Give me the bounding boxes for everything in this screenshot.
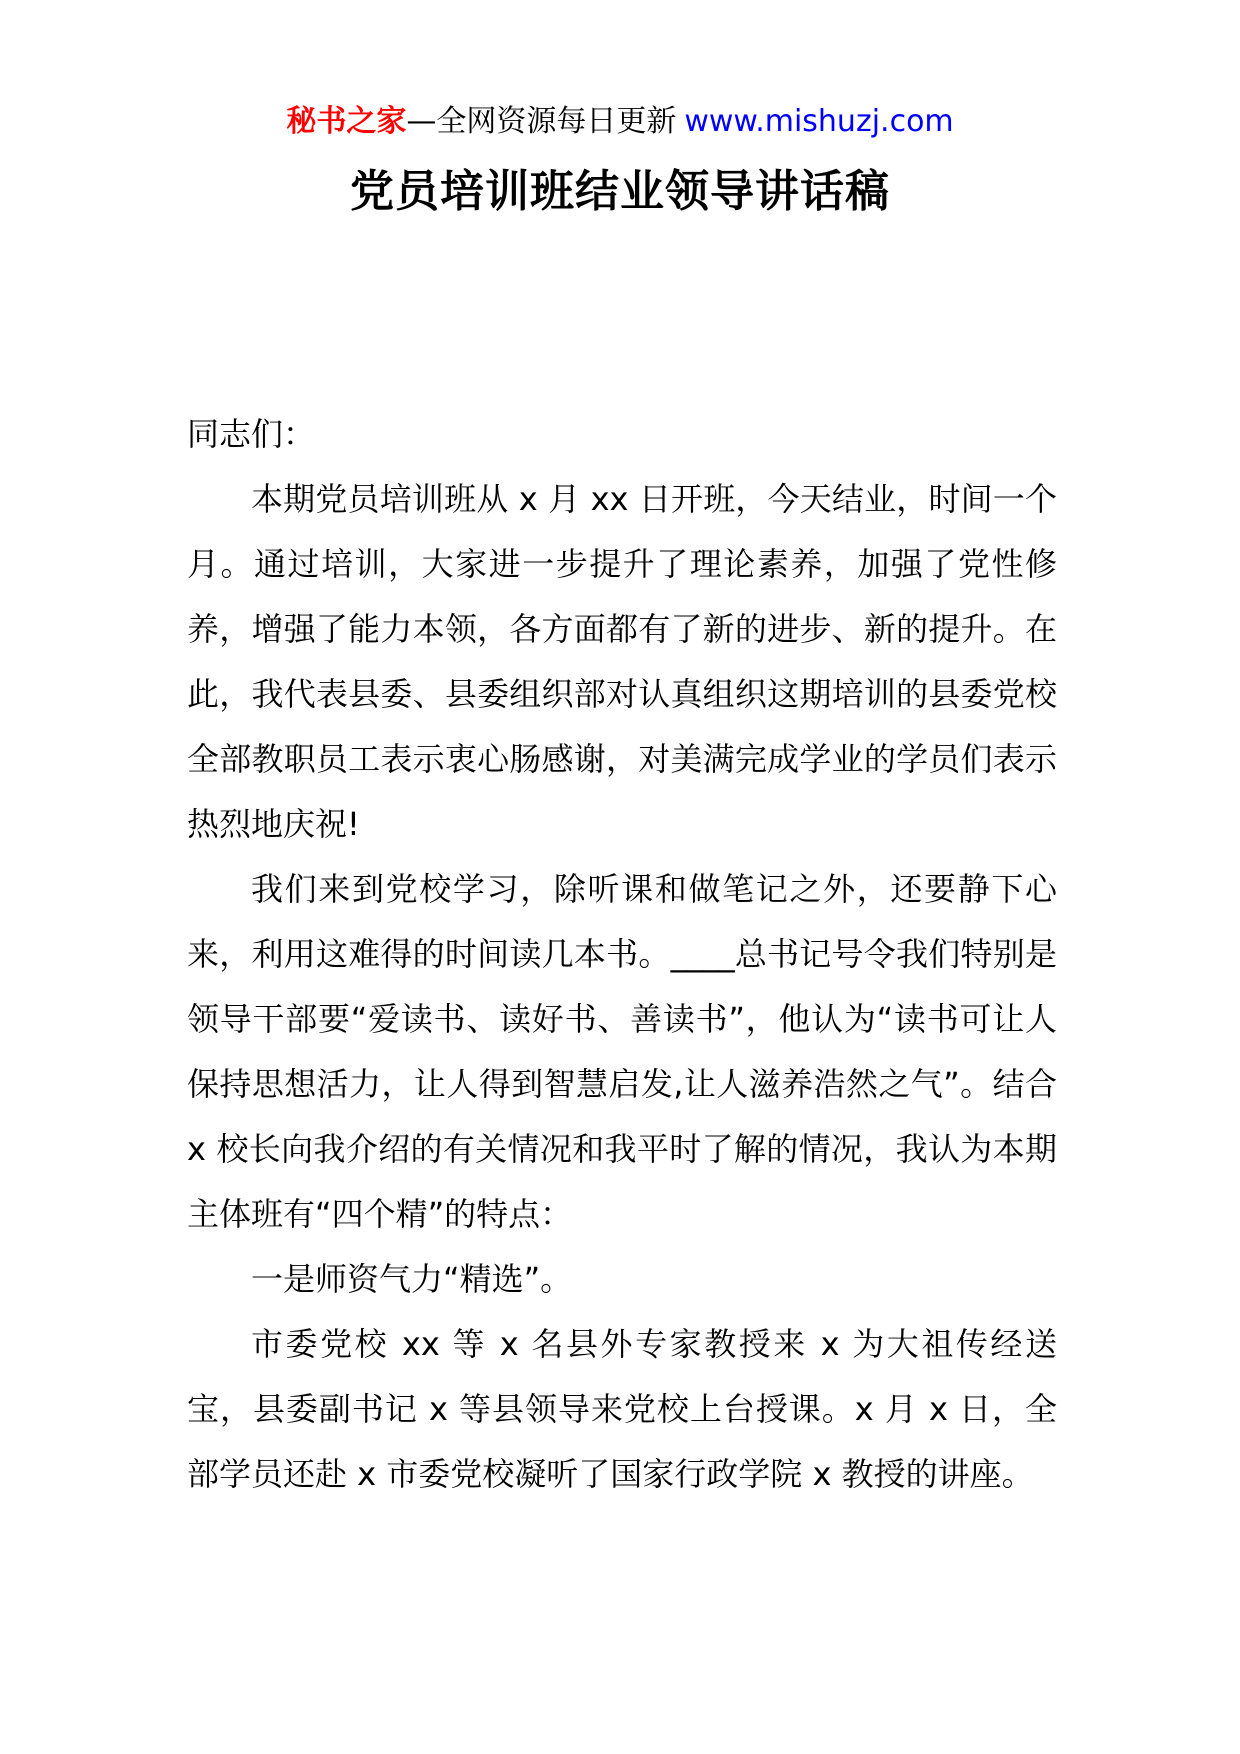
salutation: 同志们： bbox=[187, 415, 316, 453]
site-header-banner bbox=[0, 100, 1240, 144]
site-url-link[interactable]: www.mishuzj.com bbox=[684, 104, 954, 139]
header-slogan: —全网资源每日更新 bbox=[406, 104, 677, 139]
paragraph-4: 市委党校 xx 等 x 名县外专家教授来 x 为大祖传经送宝，县委副书记 x 等县领导来党校上台授课。x 月 x 日，全部学员还赴 x 市委党校凝听了国家行政学院 x 教授的讲座。 bbox=[187, 1325, 1057, 1493]
paragraph-2: 我们来到党校学习，除听课和做笔记之外，还要静下心来，利用这难得的时间读几本书。____总书记号令我们特别是领导干部要“爱读书、读好书、善读书”，他认为“读书可让人保持思想活力，让人得到智慧启发,让人滋养浩然之气”。结合 x 校长向我介绍的有关情况和我平时了解的情况，我认为本期主体班有“四个精”的特点： bbox=[187, 870, 1057, 1233]
brand-name: 秘书之家 bbox=[286, 104, 407, 139]
paragraph-1: 本期党员培训班从 x 月 xx 日开班，今天结业，时间一个月。通过培训，大家进一步提升了理论素养，加强了党性修养，增强了能力本领，各方面都有了新的进步、新的提升。在此，我代表县委、县委组织部对认真组织这期培训的县委党校全部教职员工表示衷心肠感谢，对美满完成学业的学员们表示热烈地庆祝! bbox=[187, 480, 1057, 843]
paragraph-3-heading: 一是师资气力“精选”。 bbox=[251, 1260, 573, 1298]
document-title: 党员培训班结业领导讲话稿 bbox=[350, 166, 890, 217]
document-body bbox=[187, 402, 1057, 1507]
